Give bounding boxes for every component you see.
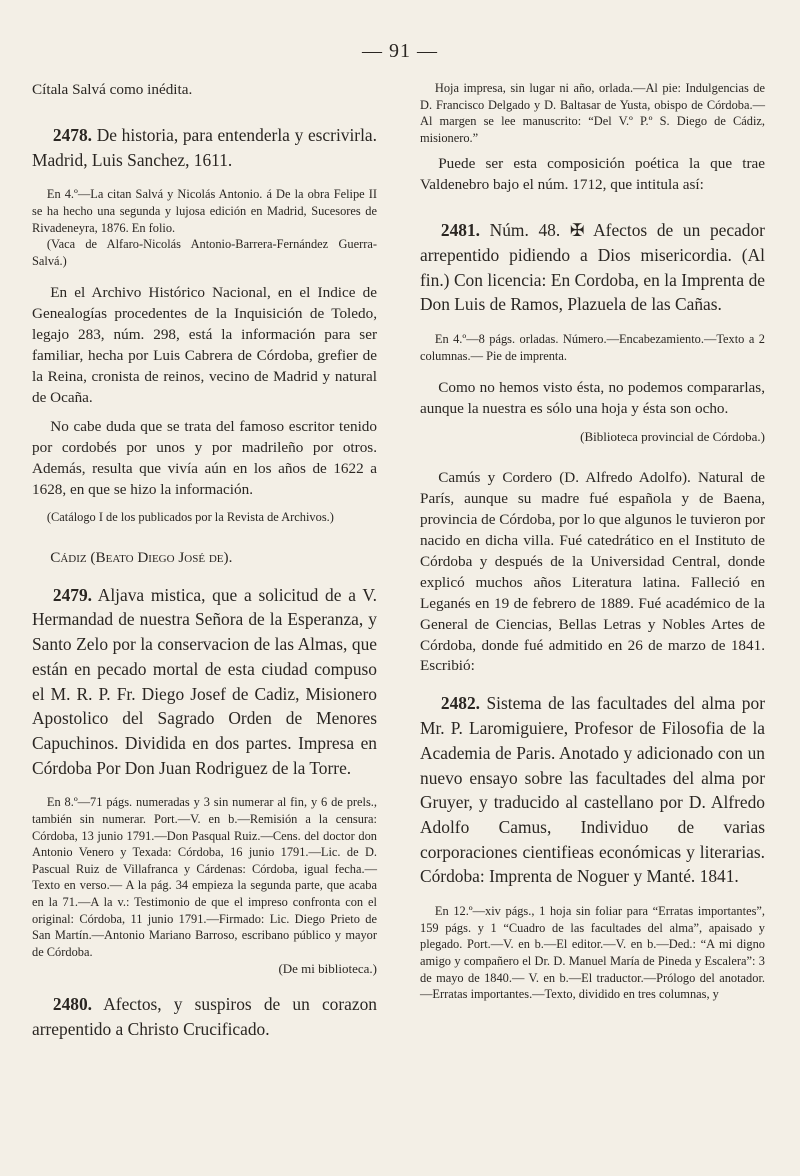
entry-2478-number: 2478. (52, 124, 93, 145)
entry-2479-description: En 8.º—71 págs. numeradas y 3 sin numerar al fin, y 6 de prels., también sin numerar. Port.—V. en b.—Remisión a la censura: Córdoba, 13 junio 1791.—Don Pasqual Ruiz.—Cens. del doctor don Antonio Venero y Texada: Córdoba, 16 junio 1791.—Lic. de D. Pascual Ruiz de Villafranca y Cárdenas: Córdoba, igual fecha.—Texto en verso.— A la pág. 34 empieza la segunda parte, que acaba en la 71.—A la v.: Testimonio de que el impreso confronta con el original: Córdoba, 11 junio 1791.—Firmado: Lic. Diego Prieto de San Martín.—Antonio Mariano Barroso, escribano público y mayor de Córdoba. (32, 795, 377, 959)
intro-line: Cítala Salvá como inédita. (32, 81, 193, 98)
entry-2481-reference: (Biblioteca provincial de Córdoba.) (580, 429, 765, 445)
entry-2480-title (32, 992, 377, 1041)
entry-2480-continuation: Hoja impresa, sin lugar ni año, orlada.—Al pie: Indulgencias de D. Francisco Delgado y D. Baltasar de Yusta, obispo de Córdoba.—Al margen se lee manuscrito: “Del V.º P.º S. Diego de Cádiz, misionero.” (420, 81, 765, 145)
entry-2481-description: En 4.º—8 págs. orladas. Número.—Encabezamiento.—Texto a 2 columnas.— Pie de imprenta. (420, 332, 765, 363)
entry-2480-title-text: Afectos, y suspiros de un corazon arrepentido a Christo Crucificado. (32, 993, 377, 1039)
entry-2482-title-text: Sistema de las facultades del alma por Mr. P. Laromiguiere, Profesor de Filosofia de la Academia de Paris. Anotado y adicionado con un nuevo ensayo sobre las facultades del alma por Gruyer, y traducido al castellano por D. Alfredo Adolfo Camus, Individuo de varias corporaciones cientifieas económicas y literarias. Córdoba: Imprenta de Noguer y Manté. 1841. (420, 693, 765, 887)
entry-2482-title (420, 691, 765, 889)
entry-2480-body: Puede ser esta composición poética la que trae Valdenebro bajo el núm. 1712, que intitula así: (420, 155, 765, 194)
entry-2479-title (32, 583, 377, 781)
entry-2478-title-text: De historia, para entenderla y escrivirla. Madrid, Luis Sanchez, 1611. (32, 124, 377, 170)
entry-2478-catalog: (Catálogo I de los publicados por la Revista de Archivos.) (46, 510, 334, 525)
entry-2481-title (420, 218, 765, 317)
page-number: — 91 — (362, 40, 438, 62)
entry-2481-body: Como no hemos visto ésta, no podemos compararlas, aunque la nuestra es sólo una hoja y ésta son ocho. (420, 379, 765, 418)
entry-2478-reference: (Vaca de Alfaro-Nicolás Antonio-Barrera-Fernández Guerra-Salvá.) (32, 237, 377, 268)
entry-2481-number: 2481. (440, 220, 481, 241)
entry-2479-number: 2479. (52, 584, 93, 605)
entry-2478-description: En 4.º—La citan Salvá y Nicolás Antonio. á De la obra Felipe II se ha hecho una segunda y lujosa edición en Madrid, Sucesores de Rivadeneyra, 1876. En folio. (32, 187, 377, 235)
entry-2482-number: 2482. (440, 693, 481, 714)
entry-2479-title-text: Aljava mistica, que a solicitud de a V. Hermandad de nuestra Señora de la Esperanza, y Santo Zelo por la conservacion de las Almas, que están en pecado mortal de esta ciudad compuso el M. R. P. Fr. Diego Josef de Cadiz, Misionero Apostolico del Sagrado Orden de Menores Capuchinos. Dividida en dos partes. Impresa en Córdoba Por Don Juan Rodriguez de la Torre. (32, 584, 377, 778)
entry-2480-number: 2480. (52, 993, 93, 1014)
left-column (32, 80, 377, 1041)
right-column (420, 80, 765, 1003)
entry-2478-title (32, 123, 377, 172)
author-heading-camus: Camús y Cordero (D. Alfredo Adolfo). Natural de París, aunque su madre fué española y de Baena, provincia de Córdoba, por lo que algunos le tuvieron por nacido en dicha villa. Fué catedrático en el Instituto de Córdoba y después de la Universidad Central, donde explicó muchos años Literatura latina. Falleció en Leganés en 19 de febrero de 1889. Fué académico de la General de Ciencias, Bellas Letras y Nobles Artes de Córdoba, donde fué admitido en 26 de marzo de 1841. Escribió: (420, 468, 766, 675)
author-heading-cadiz: Cádiz (Beato Diego José de). (50, 548, 233, 566)
entry-2482-description: En 12.º—xiv págs., 1 hoja sin foliar para “Erratas importantes”, 159 págs. y 1 “Cuadro de las facultades del alma”, apaisado y plegado. Port.—V. en b.—El editor.—V. en b.—Ded.: “A mi digno amigo y compañero el Dr. D. Manuel María de Pineda y Escalera”: 3 de mayo de 1840.— V. en b.—El traductor.—Prólogo del anotador.—Erratas importantes.—Texto, dividido en tres columnas, y (420, 904, 765, 1002)
entry-2478-body-2: No cabe duda que se trata del famoso escritor tenido por cordobés por unos y por madrileño por otros. Además, resulta que vivía aún en los años de 1622 a 1628, en que se hizo la información. (32, 418, 377, 499)
entry-2478-body-1: En el Archivo Histórico Nacional, en el Indice de Genealogías procedentes de la Inquisición de Toledo, legajo 283, núm. 298, está la información para ser familiar, hecha por Luis Cabrera de Córdoba, grefier de la Reina, cronista de reinos, vecino de Madrid y natural de Ocaña. (32, 284, 377, 407)
entry-2481-title-text: Núm. 48. ✠ Afectos de un pecador arrepentido pidiendo a Dios misericordia. (Al fin.) Con licencia: En Cordoba, en la Imprenta de Don Luis de Ramos, Plazuela de las Cañas. (420, 220, 765, 315)
entry-2479-reference: (De mi biblioteca.) (278, 961, 377, 977)
